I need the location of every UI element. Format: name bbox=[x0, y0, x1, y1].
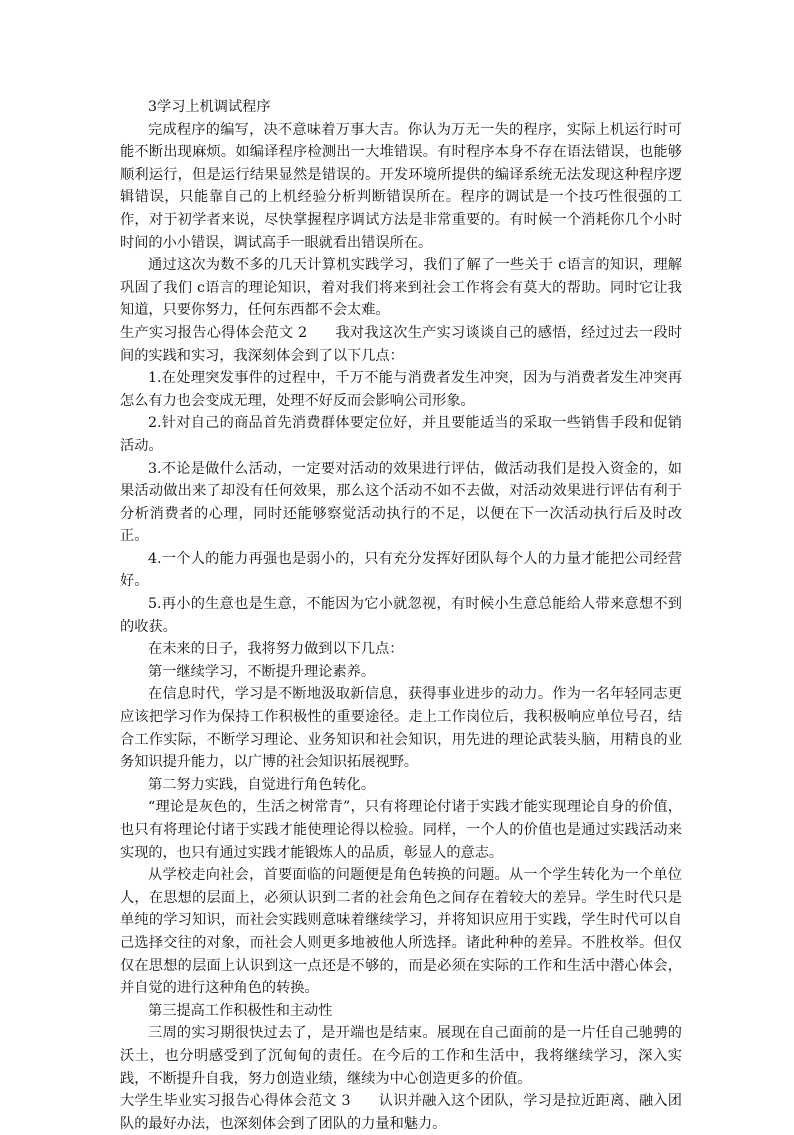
paragraph-theory-practice: “理论是灰色的，生活之树常青”，只有将理论付诸于实践才能实现理论自身的价值，也只有将理论付诸于实践才能使理论得以检验。同样，一个人的价值也是通过实践活动来实现的，也只有通过实践才能锻炼人的品质，彰显人的意志。 bbox=[120, 799, 682, 861]
list-item-5: 5.再小的生意也是生意，不能因为它小就忽视，有时候小生意总能给人带来意想不到的收获。 bbox=[120, 596, 682, 635]
section-heading-debugging: 3学习上机调试程序 bbox=[148, 99, 271, 115]
paragraph-internship-end: 三周的实习期很快过去了，是开端也是结束。展现在自己面前的是一片任自己驰骋的沃土，也分明感受到了沉甸甸的责任。在今后的工作和生活中，我将继续学习，深入实践，不断提升自我，努力创造业绩，继续为中心创造更多的价值。 bbox=[120, 1025, 682, 1087]
paragraph-future-intro: 在未来的日子，我将努力做到以下几点： bbox=[148, 641, 404, 658]
paragraph-role-change: 从学校走向社会，首要面临的问题便是角色转换的问题。从一个学生转化为一个单位人，在思想的层面上，必须认识到二者的社会角色之间存在着较大的差异。学生时代只是单纯的学习知识，而社会实践则意味着继续学习，并将知识应用于实践，学生时代可以自己选择交往的对象，而社会人则更多地被他人所选择。诸此种种的差异。不胜枚举。但仅仅在思想的层面上认识到这一点还是不够的，而是必须在实际的工作和生活中潜心体会，并自觉的进行这种角色的转换。 bbox=[120, 867, 682, 997]
paragraph-essay-3-intro bbox=[120, 1090, 682, 1135]
list-item-4: 4.一个人的能力再强也是弱小的，只有充分发挥好团队每个人的力量才能把公司经营好。 bbox=[120, 550, 682, 590]
list-item-3: 3.不论是做什么活动，一定要对活动的效果进行评估，做活动我们是投入资金的，如果活动做出来了却没有任何效果，那么这个活动不如不去做，对活动效果进行评估有利于分析消费者的心理，同时还能够察觉活动执行的不足，以便在下一次活动执行后及时改正。 bbox=[120, 460, 682, 545]
subheading-second: 第二努力实践，自觉进行角色转化。 bbox=[148, 776, 376, 793]
subheading-first: 第一继续学习，不断提升理论素养。 bbox=[148, 663, 376, 680]
subheading-third: 第三提高工作积极性和主动性 bbox=[148, 1002, 333, 1019]
essay-title-3: 大学生毕业实习报告心得体会范文 3 bbox=[120, 1093, 351, 1110]
paragraph-debugging: 完成程序的编写，决不意味着万事大吉。你认为万无一失的程序，实际上机运行时可能不断出现麻烦。如编译程序检测出一大堆错误。有时程序本身不存在语法错误，也能够顺利运行，但是运行结果显然是错误的。开发环境所提供的编译系统无法发现这种程序逻辑错误，只能靠自己的上机经验分析判断错误所在。程序的调试是一个技巧性很强的工作，对于初学者来说，尽快掌握程序调试方法是非常重要的。有时候一个消耗你几个小时时间的小小错误，调试高手一眼就看出错误所在。 bbox=[120, 121, 682, 251]
paragraph-c-language: 通过这次为数不多的几天计算机实践学习，我们了解了一些关于 c语言的知识，理解巩固了我们 c语言的理论知识，着对我们将来到社会工作将会有莫大的帮助。同时它让我知道，只要你努力，任何东西都不会太难。 bbox=[120, 257, 682, 319]
essay-title-2: 生产实习报告心得体会范文 2 bbox=[120, 324, 308, 341]
essay-2-intro-text: 我对我这次生产实习谈谈自己的感悟，经过过去一段时间的实践和实习，我深刻体会到了以下几点： bbox=[120, 324, 682, 364]
document-body bbox=[120, 96, 682, 1135]
essay-3-intro-text: 认识并融入这个团队，学习是拉近距离、融入团队的最好办法，也深刻体会到了团队的力量和魅力。 bbox=[120, 1093, 682, 1132]
paragraph-learning: 在信息时代，学习是不断地汲取新信息，获得事业进步的动力。作为一名年轻同志更应该把学习作为保持工作积极性的重要途径。走上工作岗位后，我积极响应单位号召，结合工作实际，不断学习理论、业务知识和社会知识，用先进的理论武装头脑，用精良的业务知识提升能力，以广博的社会知识拓展视野。 bbox=[120, 686, 682, 771]
list-item-1: 1.在处理突发事件的过程中，千万不能与消费者发生冲突，因为与消费者发生冲突再怎么有力也会变成无理，处理不好反而会影响公司形象。 bbox=[120, 370, 682, 409]
list-item-2: 2.针对自己的商品首先消费群体要定位好，并且要能适当的采取一些销售手段和促销活动。 bbox=[120, 415, 682, 454]
paragraph-essay-2-intro bbox=[120, 322, 682, 367]
